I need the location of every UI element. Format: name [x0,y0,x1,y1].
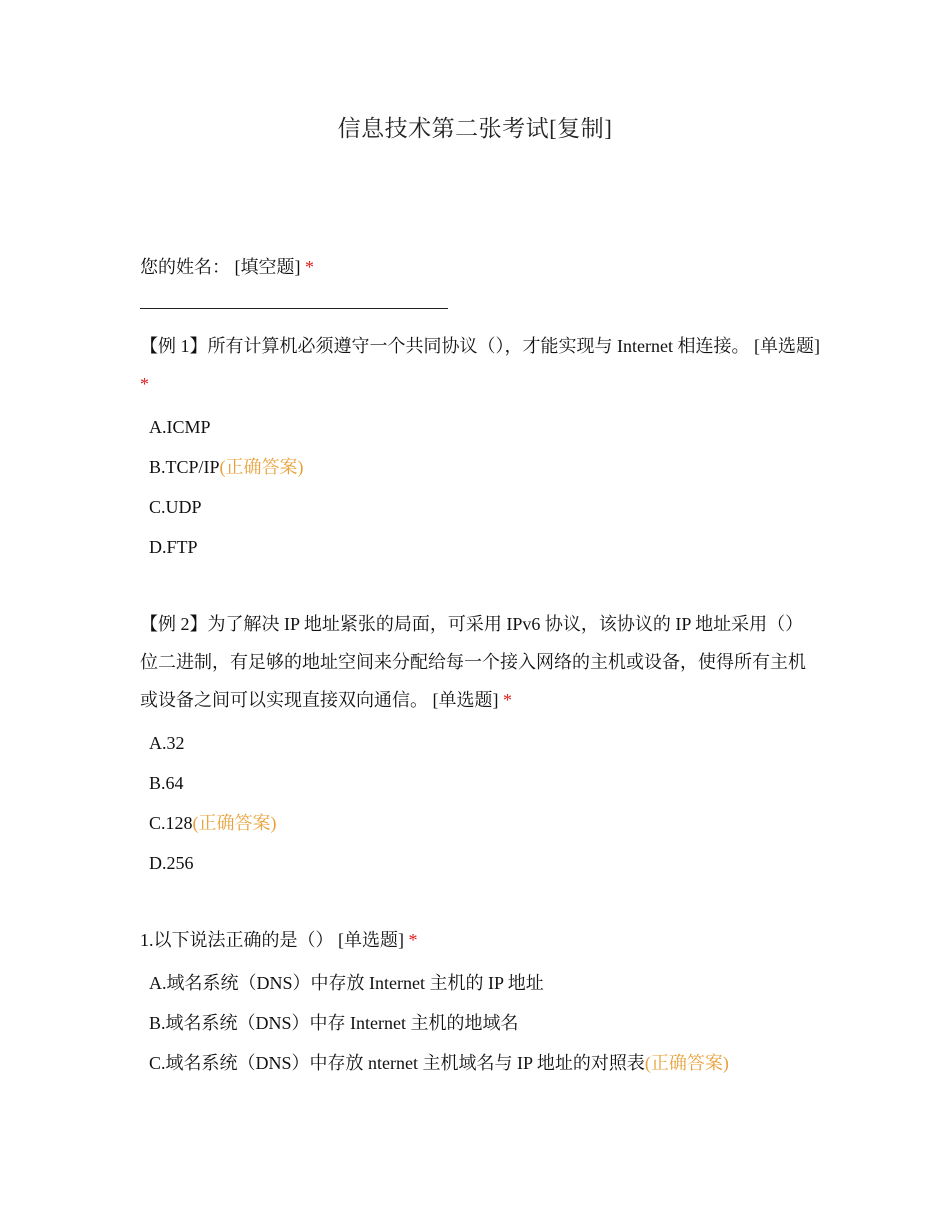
option-label: C.UDP [149,497,202,517]
option-label: C.128 [149,813,193,833]
required-mark: * [305,257,314,277]
option-a[interactable] [140,963,820,1003]
name-question [140,248,820,309]
option-label: B.域名系统（DNS）中存 Internet 主机的地域名 [149,1013,519,1033]
option-a[interactable] [140,723,820,763]
option-label: C.域名系统（DNS）中存放 nternet 主机域名与 IP 地址的对照表 [149,1053,645,1073]
question-type: [单选题] [432,690,499,710]
option-label: A.域名系统（DNS）中存放 Internet 主机的 IP 地址 [149,973,544,993]
page-title: 信息技术第二张考试[复制] [337,116,613,141]
correct-answer-label: (正确答案) [644,1053,729,1073]
option-d[interactable] [140,843,820,883]
question-label: 【例 2】为了解决 IP 地址紧张的局面，可采用 IPv6 协议，该协议的 IP 地址采用（）位二进制，有足够的地址空间来分配给每一个接入网络的主机或设备，使得所有主机或设备之间可以实现直接双向通信。 [140,614,806,710]
required-mark: * [408,930,418,950]
option-label: D.FTP [149,537,198,557]
question-label: 1.以下说法正确的是（） [140,930,334,950]
required-mark: * [140,374,149,394]
question-type: [填空题] [234,257,301,277]
question-3 [140,921,820,1083]
option-list [140,407,820,567]
correct-answer-label: (正确答案) [219,457,304,477]
option-d[interactable] [140,527,820,567]
option-a[interactable] [140,407,820,447]
question-label: 您的姓名： [140,257,230,277]
question-text [140,605,820,719]
option-label: A.32 [149,733,185,753]
option-c[interactable] [140,487,820,527]
question-text [140,327,820,403]
question-text [140,921,820,959]
correct-answer-label: (正确答案) [192,813,277,833]
option-c[interactable] [140,803,820,843]
option-label: B.TCP/IP [149,457,220,477]
question-text [140,248,820,286]
question-spacer [140,883,820,921]
option-b[interactable] [140,1003,820,1043]
survey-content [140,248,820,1083]
option-c[interactable] [140,1043,820,1083]
option-b[interactable] [140,447,820,487]
name-input-line[interactable] [140,308,448,309]
option-label: B.64 [149,773,184,793]
option-b[interactable] [140,763,820,803]
question-2 [140,605,820,883]
option-label: D.256 [149,853,194,873]
question-type: [单选题] [338,930,404,950]
question-spacer [140,567,820,605]
question-1 [140,327,820,567]
required-mark: * [503,690,512,710]
option-label: A.ICMP [149,417,211,437]
question-type: [单选题] [753,336,820,356]
option-list [140,963,820,1083]
question-label: 【例 1】所有计算机必须遵守一个共同协议（），才能实现与 Internet 相连接。 [140,336,750,356]
option-list [140,723,820,883]
